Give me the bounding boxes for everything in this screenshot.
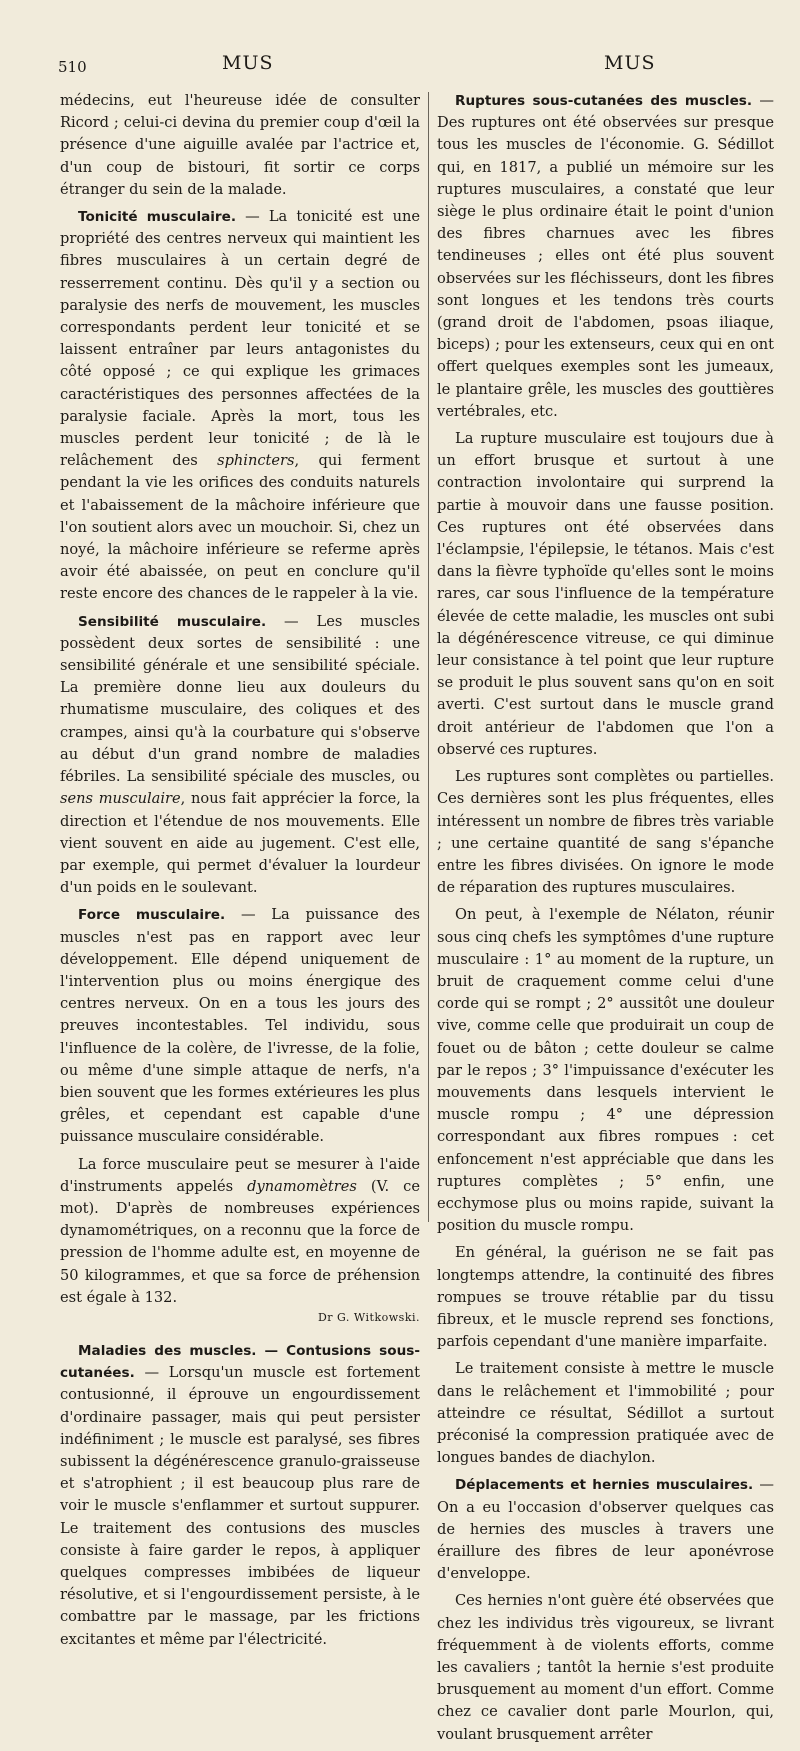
paragraph-tonicite <box>60 206 420 606</box>
paragraph-text: — Lorsqu'un muscle est fortement contusionné, il éprouve un engourdissement d'ordinaire passager, mais qui peut persister indéfiniment ; le muscle est paralysé, ses fibres subissent la dégénérescence granulo-graisseuse et s'atrophient ; il est beaucoup plus rare de voir le muscle s'enflammer et surtout suppurer. Le traitement des contusions des muscles consiste à faire garder le repos, à appliquer quelques compresses imbibées de liqueur résolutive, et si l'engourdissement persiste, à le combattre par le massage, par les frictions excitantes et même par l'électricité. <box>60 1364 420 1648</box>
left-column <box>60 90 420 1656</box>
paragraph-text: Le traitement consiste à mettre le muscle dans le relâchement et l'immobilité ; pour atteindre ce résultat, Sédillot a surtout préconisé la compression pratiquée avec de longues bandes de diachylon. <box>437 1360 774 1467</box>
section-heading-ruptures: Ruptures sous-cutanées des muscles. <box>455 93 753 109</box>
section-heading-deplacements: Déplacements et hernies musculaires. <box>455 1477 754 1494</box>
italic-term: sphincters <box>217 452 295 470</box>
paragraph-rupture-symptomes <box>437 904 774 1237</box>
paragraph-text: La force musculaire peut se mesurer à l'aide d'instruments appelés <box>60 1155 420 1195</box>
paragraph-text: (V. ce mot). D'après de nombreuses expériences dynamométriques, on a reconnu que la force de pression de l'homme adulte est, en moyenne de 50 kilogrammes, et que sa force de préhension est égale à 132. <box>60 1177 420 1306</box>
paragraph-text: On peut, à l'exemple de Nélaton, réunir sous cinq chefs les symptômes d'une rupture musculaire : 1° au moment de la rupture, un bruit de craquement comme celui d'une corde qui se rompt ; 2° aussitôt une douleur vive, comme celle que produirait un coup de fouet ou de bâton ; cette douleur se calme par le repos ; 3° l'impuissance d'exécuter les mouvements dans lesquels intervient le muscle rompu ; 4° une dépression correspondant aux fibres rompues : cet enfoncement n'est appréciable que dans les ruptures complètes ; 5° enfin, une ecchymose plus ou moins rapide, suivant la position du muscle rompu. <box>437 906 774 1235</box>
paragraph-text: — Des ruptures ont été observées sur presque tous les muscles de l'économie. G. Sédillot qui, en 1817, a publié un mémoire sur les ruptures musculaires, a constaté que leur siège le plus ordinaire était le point d'union des fibres charnues avec les fibres tendineuses ; elles ont été plus souvent observées sur les fléchisseurs, dont les fibres sont longues et les tendons très courts (grand droit de l'abdomen, psoas iliaque, biceps) ; pour les extenseurs, ceux qui en ont offert quelques exemples sont les jumeaux, le plantaire grêle, les muscles des gouttières vertébrales, etc. <box>437 92 774 420</box>
author-signature: Dr G. Witkowski. <box>317 1310 420 1324</box>
paragraph-maladies <box>60 1340 420 1651</box>
section-heading-sensibilite: Sensibilité musculaire. <box>78 613 267 630</box>
paragraph-deplacements <box>437 1474 774 1585</box>
paragraph-continuation <box>60 90 420 201</box>
paragraph-dynamometre <box>60 1154 420 1309</box>
italic-term: sens musculaire <box>60 790 181 808</box>
page-number: 510 <box>58 58 87 76</box>
paragraph-text: — Les muscles possèdent deux sortes de sensibilité : une sensibilité générale et une sensibilité spéciale. La première donne lieu aux douleurs du rhumatisme musculaire, des coliques et des crampes, ainsi qu'à la courbature qui s'observe au début d'un grand nombre de maladies fébriles. La sensibilité spéciale des muscles, ou <box>60 612 420 786</box>
italic-term: dynamomètres <box>247 1177 357 1195</box>
paragraph-rupture-types <box>437 766 774 899</box>
right-column <box>437 90 774 1751</box>
paragraph-hernies <box>437 1590 774 1745</box>
paragraph-force <box>60 904 420 1148</box>
paragraph-rupture-guerison <box>437 1242 774 1353</box>
paragraph-ruptures <box>437 90 774 423</box>
paragraph-text: médecins, eut l'heureuse idée de consulter Ricord ; celui-ci devina du premier coup d'œil la présence d'une aiguille avalée par l'actrice et, d'un coup de bistouri, fit sortir ce corps étranger du sein de la malade. <box>60 92 420 198</box>
paragraph-rupture-traitement <box>437 1358 774 1469</box>
paragraph-text: La rupture musculaire est toujours due à un effort brusque et surtout à une contraction involontaire qui surprend la partie à mouvoir dans une fausse position. Ces ruptures ont été observées dans l'éclampsie, l'épilepsie, le tétanos. Mais c'est dans la fièvre typhoïde qu'elles sont le moins rares, car sous l'influence de la température élevée de cette maladie, les muscles ont subi la dégénérescence vitreuse, ce qui diminue leur consistance à tel point que leur rupture se produit le plus souvent sans qu'on en soit averti. C'est surtout dans le muscle grand droit antérieur de l'abdomen que l'on a observé ces ruptures. <box>437 430 774 758</box>
paragraph-text: En général, la guérison ne se fait pas longtemps attendre, la continuité des fibres rompues se trouve rétablie par du tissu fibreux, et le muscle reprend ses fonctions, parfois cependant d'une manière imparfaite. <box>437 1244 774 1351</box>
column-divider <box>428 92 429 1222</box>
running-head-left: MUS <box>222 52 274 74</box>
section-heading-maladies: Maladies des muscles. — Contusions sous-cutanées. <box>60 1342 420 1382</box>
running-head-right: MUS <box>604 52 656 74</box>
paragraph-text: — On a eu l'occasion d'observer quelques cas de hernies des muscles à travers une éraillure des fibres de leur aponévrose d'enveloppe. <box>437 1476 774 1583</box>
paragraph-text: , qui ferment pendant la vie les orifices des conduits naturels et l'abaissement de la mâchoire inférieure que l'on soutient alors avec un mouchoir. Si, chez un noyé, la mâchoire inférieure se referme après avoir été abaissée, on peut en conclure qu'il reste encore des chances de le rappeler à la vie. <box>60 452 420 603</box>
paragraph-text: , nous fait apprécier la force, la direction et l'étendue de nos mouvements. Elle vient souvent en aide au jugement. C'est elle, par exemple, qui permet d'évaluer la lourdeur d'un poids en le soulevant. <box>60 790 420 897</box>
section-heading-tonicite: Tonicité musculaire. <box>78 209 237 226</box>
paragraph-sensibilite <box>60 611 420 900</box>
paragraph-text: Les ruptures sont complètes ou partielles. Ces dernières sont les plus fréquentes, elles intéressent un nombre de fibres très variable ; une certaine quantité de sang s'épanche entre les fibres divisées. On ignore le mode de réparation des ruptures musculaires. <box>437 768 774 897</box>
paragraph-rupture-causes <box>437 428 774 761</box>
section-heading-force: Force musculaire. <box>78 907 226 924</box>
paragraph-text: — La puissance des muscles n'est pas en rapport avec leur développement. Elle dépend uniquement de l'intervention plus ou moins énergique des centres nerveux. On en a tous les jours des preuves incontestables. Tel individu, sous l'influence de la colère, de l'ivresse, de la folie, ou même d'une simple attaque de nerfs, n'a bien souvent que les formes extérieures les plus grêles, et cependant est capable d'une puissance musculaire considérable. <box>60 906 420 1146</box>
paragraph-text: — La tonicité est une propriété des centres nerveux qui maintient les fibres musculaires à un certain degré de resserrement continu. Dès qu'il y a section ou paralysie des nerfs de mouvement, les muscles correspondants perdent leur tonicité et se laissent entraîner par leurs antagonistes du côté opposé ; ce qui explique les grimaces caractéristiques des personnes affectées de la paralysie faciale. Après la mort, tous les muscles perdent leur tonicité ; de là le relâchement des <box>60 208 421 470</box>
paragraph-text: Ces hernies n'ont guère été observées que chez les individus très vigoureux, se livrant fréquemment à de violents efforts, comme les cavaliers ; tantôt la hernie s'est produite brusquement au moment d'un effort. Comme chez ce cavalier dont parle Mourlon, qui, voulant brusquement arrêter <box>437 1592 774 1743</box>
